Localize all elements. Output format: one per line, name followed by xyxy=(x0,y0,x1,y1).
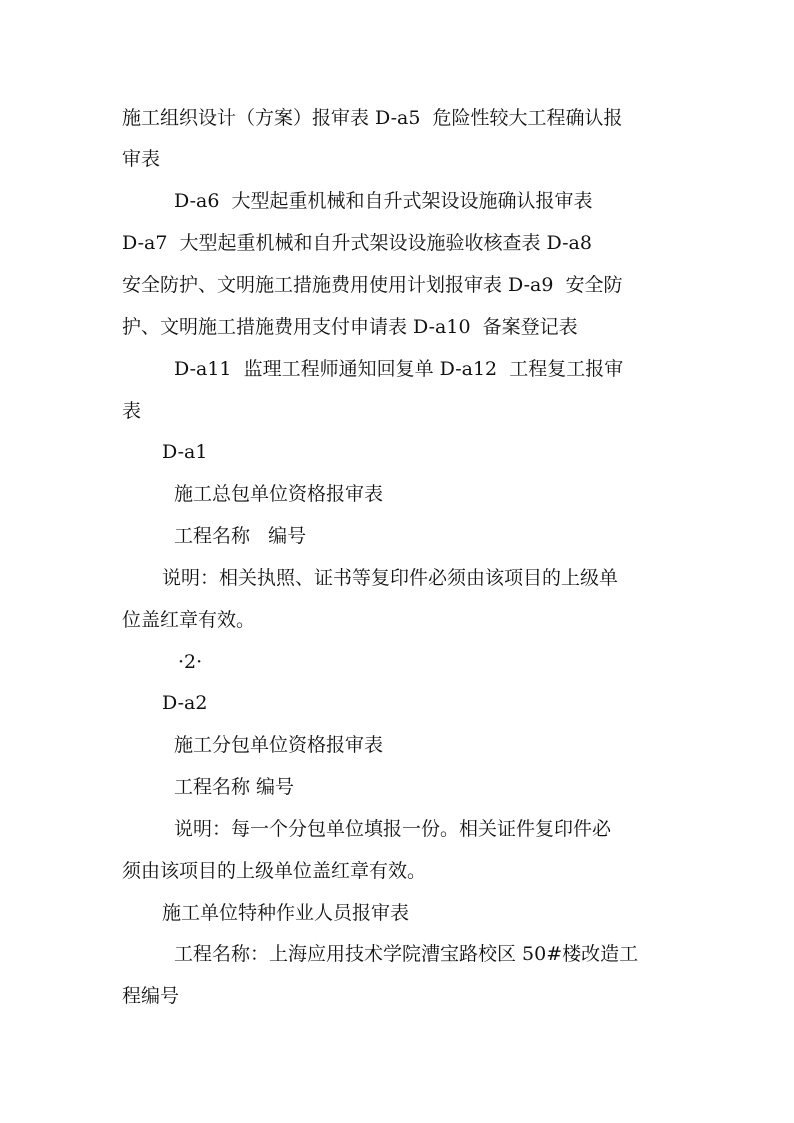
text-line: 程编号 xyxy=(122,985,180,1007)
section-title: 施工单位特种作业人员报审表 xyxy=(162,902,410,924)
text-line: 表 xyxy=(122,400,142,422)
note-line: 位盖红章有效。 xyxy=(122,609,256,631)
text-line: 审表 xyxy=(122,148,161,170)
text-line: 护、文明施工措施费用支付申请表 D-a10 备案登记表 xyxy=(122,316,578,338)
section-title: 施工分包单位资格报审表 xyxy=(174,734,384,756)
text-line: 工程名称 编号 xyxy=(174,776,295,798)
note-line: 说明：相关执照、证书等复印件必须由该项目的上级单 xyxy=(162,567,619,589)
page-number: ·2· xyxy=(178,651,203,673)
text-line: 安全防护、文明施工措施费用使用计划报审表 D-a9 安全防 xyxy=(122,274,623,296)
text-line: D-a2 xyxy=(162,692,208,714)
text-line: D-a11 监理工程师通知回复单 D-a12 工程复工报审 xyxy=(174,358,624,380)
text-line: D-a6 大型起重机械和自升式架设设施确认报审表 xyxy=(174,190,593,212)
text-line: D-a1 xyxy=(162,441,208,463)
text-line: 工程名称：上海应用技术学院漕宝路校区 50#楼改造工 xyxy=(174,943,639,965)
text-line: 施工组织设计（方案）报审表 D-a5 危险性较大工程确认报 xyxy=(122,107,623,129)
note-line: 须由该项目的上级单位盖红章有效。 xyxy=(122,860,427,882)
text-line: D-a7 大型起重机械和自升式架设设施验收核查表 D-a8 xyxy=(122,232,592,254)
text-line: 工程名称 编号 xyxy=(174,525,307,547)
note-line: 说明：每一个分包单位填报一份。相关证件复印件必 xyxy=(174,818,612,840)
section-title: 施工总包单位资格报审表 xyxy=(174,483,384,505)
